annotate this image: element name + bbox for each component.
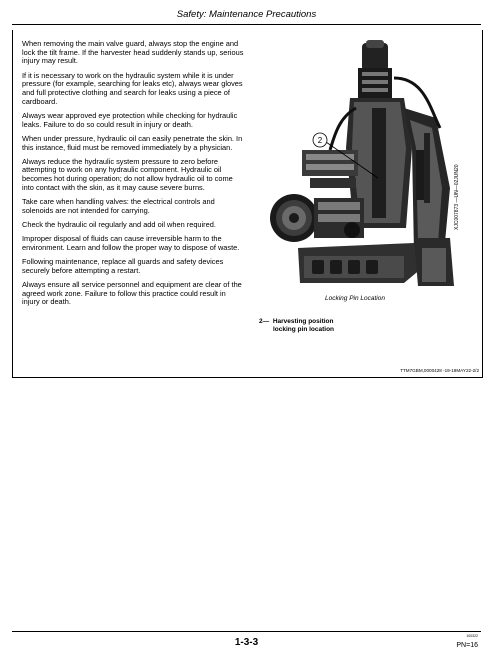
page-header-title: Safety: Maintenance Precautions (176, 9, 317, 20)
callout-marker-label: 2 (317, 136, 323, 145)
paragraph: Always wear approved eye protection while checking for hydraulic leaks. Failure to do so could result in injury or death. (22, 110, 238, 129)
paragraph: Always reduce the hydraulic system pressure to zero before attempting to work on any hydraulic component. Hydraulic oil becomes hot during operation; do not allow hydraulic oil to come into contact with the skin, as it may cause severe burns. (22, 156, 233, 192)
harvester-head-illustration (254, 38, 479, 300)
callout-legend (259, 318, 334, 333)
footer-divider (12, 631, 481, 632)
feed-arm (302, 150, 358, 176)
paragraph: If it is necessary to work on the hydraulic system while it is under pressure (for example, searching for leaks etc), always wear gloves and full protective clothing and search for leaks using a piece of cardboard. (22, 70, 243, 106)
page-number: 1-3-3 (234, 637, 259, 648)
paragraph: Take care when handling valves: the electrical controls and solenoids are not intended for carrying. (22, 197, 215, 215)
paragraph: Always ensure all service personnel and equipment are clear of the agreed work zone. Failure to follow this practice could result in injury or death. (22, 279, 242, 307)
pn-label: PN=16 (456, 642, 478, 649)
reference-code: TTM7GBM,0000428 -19-19MAY22-2/2 (400, 368, 479, 373)
safety-text-column (22, 40, 244, 313)
figure-caption: Locking Pin Location (325, 295, 385, 302)
paragraph: Check the hydraulic oil regularly and add oil when required. (22, 219, 216, 229)
paragraph: Following maintenance, replace all guards and safety devices securely before attempting a restart. (22, 257, 224, 275)
callout-text-line1: Harvesting position (272, 318, 334, 325)
callout-text-line2: locking pin location (273, 325, 335, 333)
paragraph: When under pressure, hydraulic oil can easily penetrate the skin. In this instance, fluid must be removed immediately by a physician. (22, 133, 243, 152)
callout-number: 2— (259, 318, 270, 325)
header-divider (12, 24, 481, 25)
footer-tag: 100322 (466, 634, 478, 638)
paragraph: Improper disposal of fluids can cause irreversible harm to the environment. Learn and follow the proper way to dispose of waste. (22, 234, 240, 252)
paragraph: When removing the main valve guard, always stop the engine and lock the tilt frame. If the harvester head suddenly stands up, serious injury may result. (22, 39, 244, 66)
figure-id: XJC007873 —UN—02JUN20 (454, 164, 460, 230)
